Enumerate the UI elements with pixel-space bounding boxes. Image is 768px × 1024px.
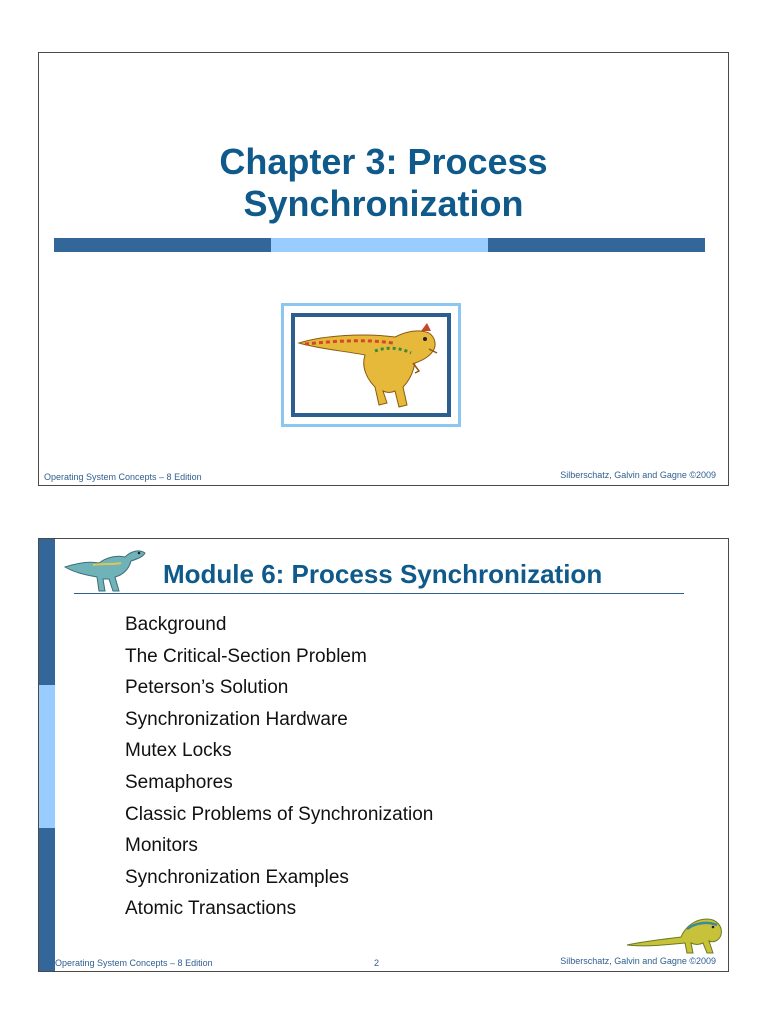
list-item: Synchronization Examples bbox=[125, 866, 349, 888]
divider-segment-left bbox=[54, 238, 271, 252]
list-item: Semaphores bbox=[125, 771, 233, 793]
dinosaur-corner-icon bbox=[625, 909, 725, 957]
slide-1-title-line-2: Synchronization bbox=[243, 183, 524, 224]
dinosaur-frame bbox=[281, 303, 461, 427]
slide-2-footer-left: Operating System Concepts – 8 Edition bbox=[55, 958, 213, 968]
dinosaur-header-icon bbox=[63, 543, 147, 595]
slide-1-footer-left: Operating System Concepts – 8 Edition bbox=[44, 472, 202, 482]
title-rule bbox=[74, 593, 684, 594]
side-strip-top bbox=[39, 539, 55, 685]
side-strip-middle bbox=[39, 685, 55, 828]
title-divider-bar bbox=[54, 238, 705, 252]
divider-segment-middle bbox=[271, 238, 488, 252]
topic-list bbox=[125, 609, 433, 925]
list-item: The Critical-Section Problem bbox=[125, 645, 367, 667]
slide-1-title bbox=[39, 141, 728, 225]
slide-1 bbox=[38, 52, 729, 486]
list-item: Peterson’s Solution bbox=[125, 677, 289, 699]
slide-2-footer-right: Silberschatz, Galvin and Gagne ©2009 bbox=[560, 956, 716, 966]
list-item: Synchronization Hardware bbox=[125, 708, 348, 730]
divider-segment-right bbox=[488, 238, 705, 252]
list-item: Atomic Transactions bbox=[125, 898, 297, 920]
slide-1-title-line-1: Chapter 3: Process bbox=[219, 141, 548, 182]
slide-2 bbox=[38, 538, 729, 972]
dinosaur-illustration-icon bbox=[295, 317, 447, 413]
list-item: Monitors bbox=[125, 835, 198, 857]
slide-2-page-number: 2 bbox=[374, 958, 380, 968]
slide-2-title: Module 6: Process Synchronization bbox=[163, 559, 603, 589]
side-strip-bottom bbox=[39, 828, 55, 971]
list-item: Mutex Locks bbox=[125, 740, 232, 762]
side-strip bbox=[39, 539, 55, 971]
list-item: Background bbox=[125, 614, 227, 635]
list-item: Classic Problems of Synchronization bbox=[125, 803, 434, 825]
slide-1-footer-right: Silberschatz, Galvin and Gagne ©2009 bbox=[560, 470, 716, 480]
